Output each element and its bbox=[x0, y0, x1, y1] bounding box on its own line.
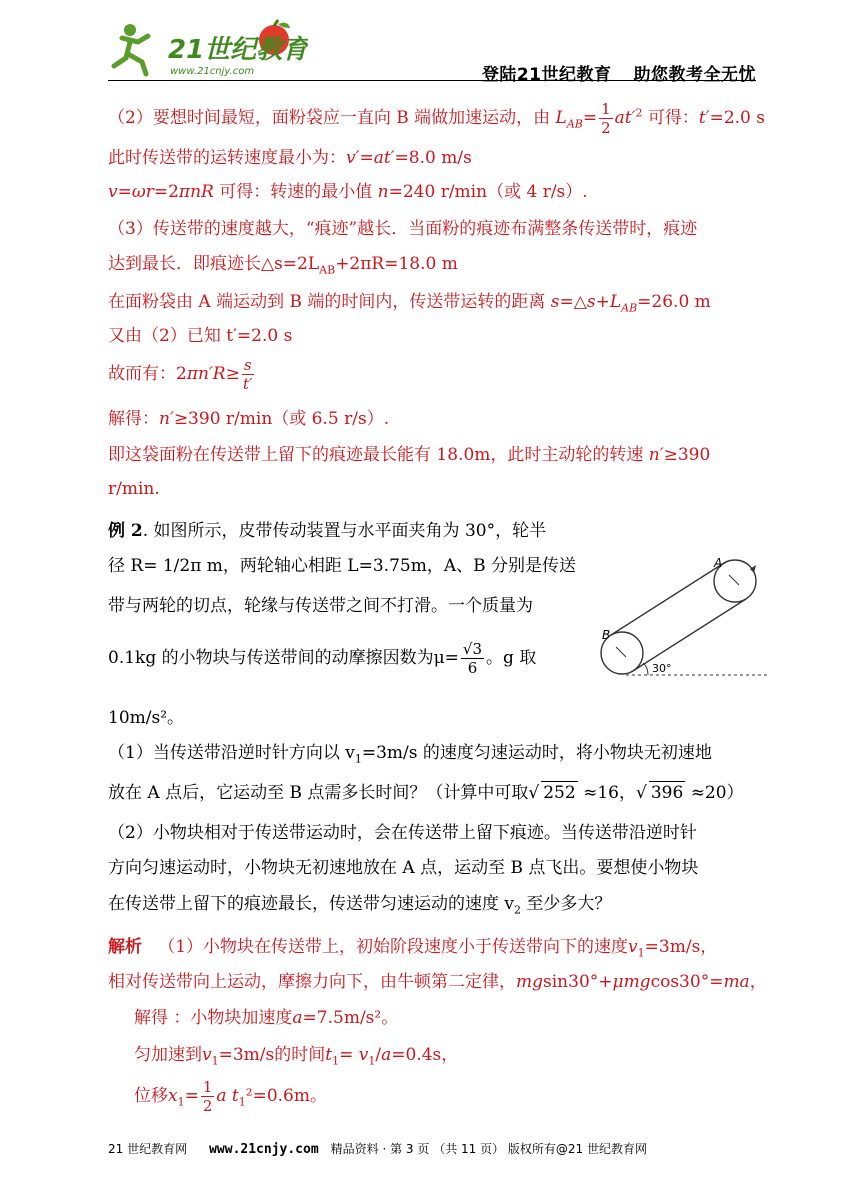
example-line-1: 例 2. 如图所示，皮带传动装置与水平面夹角为 30°，轮半 bbox=[108, 521, 547, 541]
text-line-4: （3）传送带的速度越大，“痕迹”越长．当面粉的痕迹布满整条传送带时，痕迹 bbox=[108, 219, 698, 239]
text-line-8: 故而有：2πn′R≥ $\frac{s}{t'}$ bbox=[108, 356, 253, 393]
text-line-1: （2）要想时间最短，面粉袋应一直向 B 端做加速运动，由 $L_{AB}=$ $\frac{1}{2}$ $at'^2$ 可得：t′=2.0 s bbox=[108, 100, 766, 137]
question-line-3: （2）小物块相对于传送带运动时，会在传送带上留下痕迹。当传送带沿逆时针 bbox=[108, 823, 697, 843]
footer-url[interactable]: www.21cnjy.com bbox=[209, 1142, 319, 1157]
question-line-1: （1）当传送带沿逆时针方向以 $v_1=3m/s$ 的速度匀速运动时，将小物块无初速地 bbox=[108, 743, 712, 766]
slogan-left: 登陆21世纪教育 bbox=[481, 65, 612, 85]
solution-line-2: 相对传送带向上运动，摩擦力向下，由牛顿第二定律，mgsin30°+μmgcos30°=ma， bbox=[108, 972, 767, 992]
text-line-3: v=ωr=2πnR 可得：转速的最小值 n=240 r/min（或 4 r/s）. bbox=[108, 182, 588, 202]
svg-text:21世纪教育: 21世纪教育 bbox=[168, 35, 308, 65]
header-slogan bbox=[460, 60, 756, 85]
text-line-5: 达到最长．即痕迹长$\triangle s=2L_{AB}+2\pi R=18.0$ m bbox=[108, 254, 458, 277]
example-line-2: 径 R= 1/2π m，两轮轴心相距 L=3.75m，A、B 分别是传送 bbox=[108, 556, 576, 576]
svg-text:30°: 30° bbox=[652, 662, 672, 675]
solution-line-1: 解析 （1）小物块在传送带上，初始阶段速度小于传送带向下的速度$v_1=3m/s$， bbox=[108, 937, 718, 960]
solution-line-5: 位移$x_1=$ $\frac{1}{2}$ a $t_1^2=0.6m$。 bbox=[134, 1078, 327, 1115]
solution-line-3: 解得 ：小物块加速度a=7.5m/s²。 bbox=[134, 1008, 399, 1028]
text-line-11: r/min. bbox=[108, 479, 160, 499]
example-line-4: 0.1kg 的小物块与传送带间的动摩擦因数为μ= $\frac{√3}{6}$ 。g 取 bbox=[108, 640, 537, 677]
conveyor-belt-diagram bbox=[598, 553, 773, 683]
header-divider bbox=[108, 80, 756, 81]
question-line-5: 在传送带上留下的痕迹最长，传送带匀速运动的速度 $v_2$ 至少多大？ bbox=[108, 894, 612, 917]
question-line-2: 放在 A 点后，它运动至 B 点需多长时间？（计算中可取√ 252 ≈16，√ 396 ≈20） bbox=[108, 783, 744, 803]
footer-info: 精品资料 · 第 3 页 （共 11 页） 版权所有@21 世纪教育网 bbox=[330, 1142, 647, 1156]
text-line-9: 解得：n′≥390 r/min（或 6.5 r/s）. bbox=[108, 409, 390, 429]
example-line-3: 带与两轮的切点，轮缘与传送带之间不打滑。一个质量为 bbox=[108, 596, 533, 616]
text-line-7: 又由（2）已知 t′=2.0 s bbox=[108, 326, 293, 346]
example-line-5: 10m/s²。 bbox=[108, 708, 185, 728]
svg-text:www.21cnjy.com: www.21cnjy.com bbox=[170, 66, 255, 77]
svg-text:B: B bbox=[602, 628, 611, 642]
logo-21cnjy bbox=[108, 18, 308, 80]
slogan-right: 助您教考全无忧 bbox=[633, 65, 756, 85]
text-line-10: 即这袋面粉在传送带上留下的痕迹最长能有 18.0m，此时主动轮的转速 n′≥390 bbox=[108, 445, 711, 465]
solution-line-4: 匀加速到$v_1=3m/s$的时间$t_1= v_1/a=0.4s$， bbox=[134, 1045, 459, 1068]
text-line-2: 此时传送带的运转速度最小为：v′=at′=8.0 m/s bbox=[108, 148, 472, 168]
page-header bbox=[108, 18, 756, 85]
svg-text:A: A bbox=[714, 556, 723, 570]
question-line-4: 方向匀速运动时，小物块无初速地放在 A 点，运动至 B 点飞出。要想使小物块 bbox=[108, 858, 699, 878]
footer-site: 21 世纪教育网 bbox=[108, 1142, 188, 1156]
text-line-6: 在面粉袋由 A 端运动到 B 端的时间内，传送带运转的距离 $s=\triangle s+L_{AB}=26.0$ m bbox=[108, 292, 711, 315]
page-footer bbox=[108, 1140, 756, 1157]
